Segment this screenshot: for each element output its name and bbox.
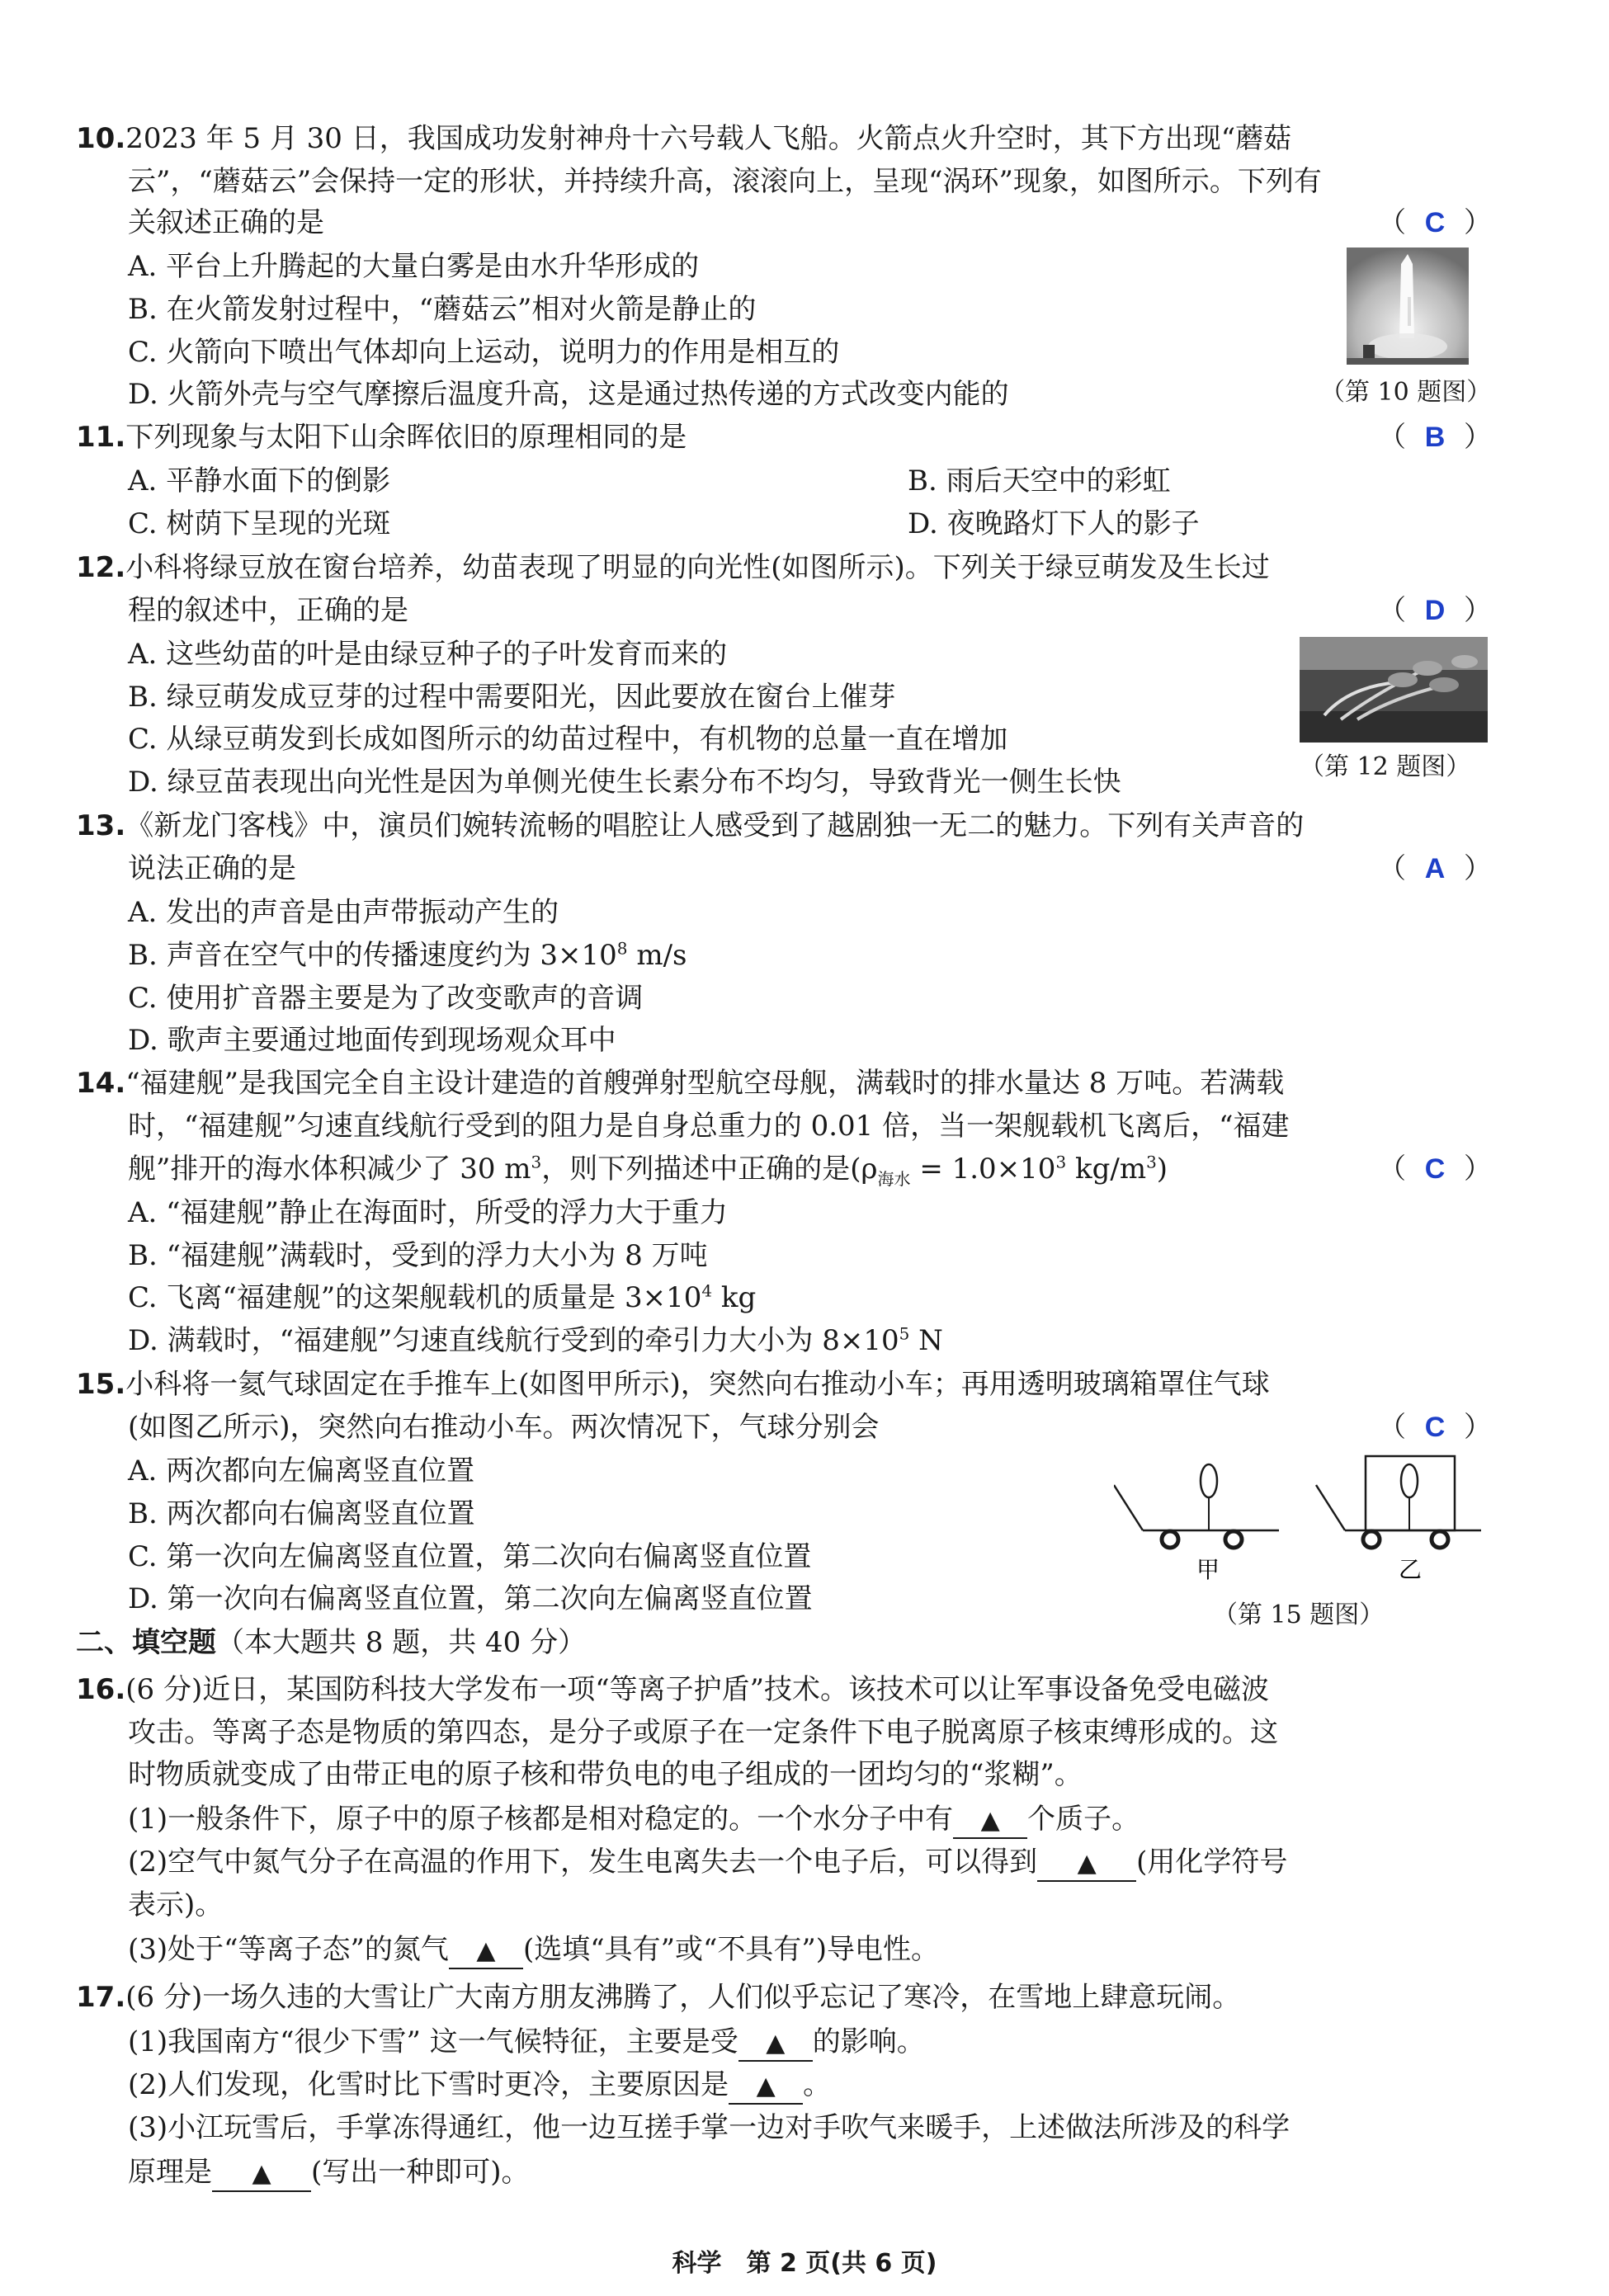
q14-number: 14. xyxy=(76,1067,126,1100)
q17-number: 17. xyxy=(76,1981,126,2014)
q15-option-a: A. 两次都向左偏离竖直位置 xyxy=(128,1454,475,1487)
balloon-jia xyxy=(1201,1464,1217,1497)
q16-part1: (1)一般条件下，原子中的原子核都是相对稳定的。一个水分子中有 ▲ 个质子。 xyxy=(128,1800,1140,1839)
q11-answer-letter: B xyxy=(1424,422,1446,453)
q10-number: 10. xyxy=(76,122,126,155)
q13-number: 13. xyxy=(76,809,126,842)
q15-line1 xyxy=(76,1365,1270,1403)
q17-part1: (1)我国南方“很少下雪” 这一气候特征，主要是受 ▲ 的影响。 xyxy=(128,2023,925,2062)
q17-blank-2[interactable]: ▲ xyxy=(729,2068,803,2105)
q10-option-a: A. 平台上升腾起的大量白雾是由水升华形成的 xyxy=(128,250,700,283)
cart-yi xyxy=(1316,1456,1481,1548)
q14-option-c: C. 飞离“福建舰”的这架舰载机的质量是 $3\times 10^4$ kg xyxy=(128,1280,757,1314)
q15-option-d: D. 第一次向右偏离竖直位置，第二次向左偏离竖直位置 xyxy=(128,1582,813,1615)
q12-answer-letter: D xyxy=(1424,595,1446,626)
page-footer: 科学 第 2 页(共 6 页) xyxy=(672,2249,937,2278)
q17-line1: 17.(6 分)一场久违的大雪让广大南方朋友沸腾了，人们似乎忘记了寒冷，在雪地上肆意玩闹。 xyxy=(76,1981,1241,2014)
q16-blank-2[interactable]: ▲ xyxy=(1037,1846,1136,1882)
q10-option-d: D. 火箭外壳与空气摩擦后温度升高，这是通过热传递的方式改变内能的 xyxy=(128,378,1009,411)
q12-answer: （ D ） xyxy=(1378,592,1492,629)
q15-cart-diagram xyxy=(1114,1452,1493,1584)
q12-number: 12. xyxy=(76,551,126,584)
q13-option-d: D. 歌声主要通过地面传到现场观众耳中 xyxy=(128,1024,616,1057)
q10-answer-letter: C xyxy=(1424,207,1446,238)
q11-number: 11. xyxy=(76,421,126,454)
section2-heading xyxy=(76,1624,586,1662)
q15-line2: (如图乙所示)，突然向右推动小车。两次情况下，气球分别会 xyxy=(128,1411,880,1444)
q13-option-b: B. 声音在空气中的传播速度约为 $3\times 10^8$ m/s xyxy=(128,938,687,972)
section2-title: 二、填空题 xyxy=(76,1626,216,1659)
q15-figure-caption: （第 15 题图） xyxy=(1213,1601,1385,1629)
q13-line2: 说法正确的是 xyxy=(128,852,296,885)
q12-option-b: B. 绿豆萌发成豆芽的过程中需要阳光，因此要放在窗台上催芽 xyxy=(128,681,896,714)
q11-option-b: B. 雨后天空中的彩虹 xyxy=(908,464,1171,497)
q12-option-d: D. 绿豆苗表现出向光性是因为单侧光使生长素分布不均匀，导致背光一侧生长快 xyxy=(128,766,1121,799)
q12-line2: 程的叙述中，正确的是 xyxy=(128,594,408,627)
q14-line3: 舰”排开的海水体积减少了 30 $m^3$，则下列描述中正确的是($\rho_{海水} = 1.0\times 10^3$ $kg/m^3$) xyxy=(128,1152,1168,1189)
q12-option-c: C. 从绿豆萌发到长成如图所示的幼苗过程中，有机物的总量一直在增加 xyxy=(128,723,1008,756)
cart-diagram-svg xyxy=(1114,1452,1493,1584)
q13-stem-1: 《新龙门客栈》中，演员们婉转流畅的唱腔让人感受到了越剧独一无二的魅力。下列有关声音的 xyxy=(125,809,1305,842)
q15-option-c: C. 第一次向左偏离竖直位置，第二次向右偏离竖直位置 xyxy=(128,1540,812,1573)
q11-option-a: A. 平静水面下的倒影 xyxy=(128,464,391,497)
q12-stem-1: 小科将绿豆放在窗台培养，幼苗表现了明显的向光性(如图所示)。下列关于绿豆萌发及生长过 xyxy=(125,551,1270,584)
q10-answer: （ C ） xyxy=(1378,204,1492,242)
q16-number: 16. xyxy=(76,1673,126,1706)
q15-option-b: B. 两次都向右偏离竖直位置 xyxy=(128,1497,475,1530)
q16-blank-3[interactable]: ▲ xyxy=(449,1933,523,1969)
q17-blank-1[interactable]: ▲ xyxy=(738,2025,813,2062)
q10-figure-caption: （第 10 题图） xyxy=(1320,378,1492,407)
q16-blank-1[interactable]: ▲ xyxy=(953,1803,1027,1839)
q10-line3: 关叙述正确的是 xyxy=(128,206,324,239)
q15-answer-letter: C xyxy=(1424,1412,1446,1443)
q16-part2: (2)空气中氮气分子在高温的作用下，发生电离失去一个电子后，可以得到 ▲ (用化学符号 xyxy=(128,1843,1287,1882)
q16-line1: 16.(6 分)近日，某国防科技大学发布一项“等离子护盾”技术。该技术可以让军事设备免受电磁波 xyxy=(76,1673,1269,1706)
q14-option-b: B. “福建舰”满载时，受到的浮力大小为 8 万吨 xyxy=(128,1239,708,1272)
q11-answer: （ B ） xyxy=(1378,418,1492,456)
q14-option-d: D. 满载时，“福建舰”匀速直线航行受到的牵引力大小为 $8\times 10^5$ N xyxy=(128,1323,943,1357)
q16-part3: (3)处于“等离子态”的氮气 ▲ (选填“具有”或“不具有”)导电性。 xyxy=(128,1931,939,1969)
q12-figure-caption: （第 12 题图） xyxy=(1300,752,1471,781)
section2-note: （本大题共 8 题，共 40 分） xyxy=(216,1626,587,1659)
q11-stem: 下列现象与太阳下山余晖依旧的原理相同的是 xyxy=(125,421,687,454)
q11-line1 xyxy=(76,418,687,456)
q12-line1 xyxy=(76,549,1270,587)
q14-stem-1: “福建舰”是我国完全自主设计建造的首艘弹射型航空母舰，满载时的排水量达 8 万吨。若满载 xyxy=(125,1067,1285,1100)
q15-number: 15. xyxy=(76,1368,126,1401)
q16-line3: 时物质就变成了由带正电的原子核和带负电的电子组成的一团均匀的“浆糊”。 xyxy=(128,1758,1083,1791)
q17-blank-3[interactable]: ▲ xyxy=(212,2156,311,2192)
q16-line2: 攻击。等离子态是物质的第四态，是分子或原子在一定条件下电子脱离原子核束缚形成的。这 xyxy=(128,1716,1278,1749)
q14-line2: 时，“福建舰”匀速直线航行受到的阻力是自身总重力的 0.01 倍，当一架舰载机飞离后，“福建 xyxy=(128,1110,1290,1143)
q15-answer: （ C ） xyxy=(1378,1408,1492,1446)
q14-option-a: A. “福建舰”静止在海面时，所受的浮力大于重力 xyxy=(128,1196,728,1229)
label-yi: 乙 xyxy=(1399,1556,1423,1583)
q10-option-c: C. 火箭向下喷出气体却向上运动，说明力的作用是相互的 xyxy=(128,336,840,369)
q13-answer-letter: A xyxy=(1424,853,1446,884)
q10-line1 xyxy=(76,120,1291,158)
q15-stem-1: 小科将一氦气球固定在手推车上(如图甲所示)，突然向右推动小车；再用透明玻璃箱罩住气球 xyxy=(125,1368,1270,1401)
q14-answer-letter: C xyxy=(1424,1153,1446,1185)
q10-stem-1: 2023 年 5 月 30 日，我国成功发射神舟十六号载人飞船。火箭点火升空时，其下方出现“蘑菇 xyxy=(125,122,1292,155)
label-jia: 甲 xyxy=(1196,1556,1220,1583)
q13-answer: （ A ） xyxy=(1378,850,1492,888)
q11-option-d: D. 夜晚路灯下人的影子 xyxy=(908,507,1200,540)
q13-line1 xyxy=(76,807,1304,845)
q13-option-a: A. 发出的声音是由声带振动产生的 xyxy=(128,896,559,929)
q17-part2: (2)人们发现，化雪时比下雪时更冷，主要原因是 ▲ 。 xyxy=(128,2066,831,2105)
q17-part3-cont: 原理是 ▲ (写出一种即可)。 xyxy=(128,2153,530,2192)
q17-part3: (3)小江玩雪后，手掌冻得通红，他一边互搓手掌一边对手吹气来暖手，上述做法所涉及的科学 xyxy=(128,2111,1291,2144)
q16-part2-cont: 表示)。 xyxy=(128,1888,224,1921)
q10-rocket-photo xyxy=(1347,248,1469,365)
q10-option-b: B. 在火箭发射过程中，“蘑菇云”相对火箭是静止的 xyxy=(128,293,757,326)
q14-line1 xyxy=(76,1064,1284,1102)
q12-option-a: A. 这些幼苗的叶是由绿豆种子的子叶发育而来的 xyxy=(128,638,728,671)
q12-seedling-photo xyxy=(1300,637,1488,743)
cart-jia xyxy=(1114,1464,1279,1548)
q14-answer: （ C ） xyxy=(1378,1150,1492,1188)
q10-line2: 云”，“蘑菇云”会保持一定的形状，并持续升高，滚滚向上，呈现“涡环”现象，如图所示。下列有 xyxy=(128,165,1322,198)
balloon-yi xyxy=(1401,1464,1418,1497)
q13-option-c: C. 使用扩音器主要是为了改变歌声的音调 xyxy=(128,982,644,1015)
q11-option-c: C. 树荫下呈现的光斑 xyxy=(128,507,391,540)
